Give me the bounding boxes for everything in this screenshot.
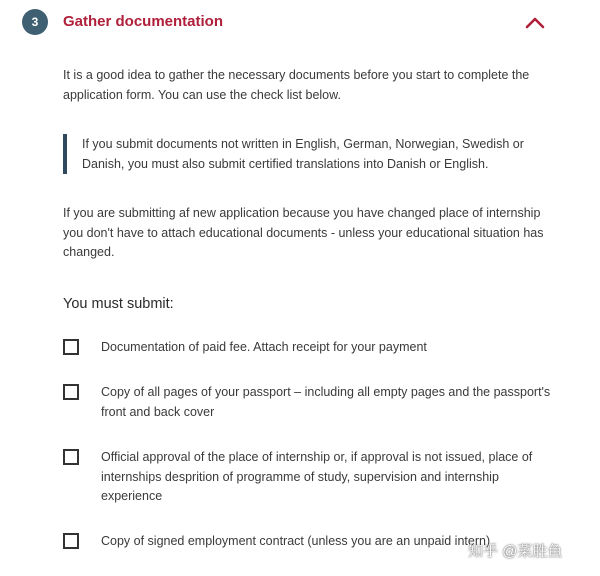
collapse-toggle-button[interactable] (522, 10, 548, 34)
section-title[interactable]: Gather documentation (63, 13, 224, 30)
intro-paragraph: It is a good idea to gather the necessary documents before you start to complete the application form. You can use the check list below. (63, 68, 530, 102)
info-paragraph: If you are submitting af new application because you have changed place of internship you don't have to attach educational documents - unless your educational situation has changed. (63, 206, 544, 259)
translation-note (63, 134, 547, 174)
translation-note-text: If you submit documents not written in English, German, Norwegian, Swedish or Danish, you must also submit certified translations into Danish or English. (82, 137, 524, 171)
checkbox[interactable] (63, 384, 79, 400)
checklist-item-label[interactable]: Copy of signed employment contract (unless you are an unpaid intern) (101, 534, 491, 548)
checklist-item-label[interactable]: Official approval of the place of internship or, if approval is not issued, place of internships desprition of programme of study, supervision and internship experience (101, 450, 533, 503)
chevron-up-icon (522, 10, 548, 34)
watermark: 知乎 @菜胜鱼 (468, 543, 563, 560)
checkbox[interactable] (63, 533, 79, 549)
section-header[interactable] (0, 0, 600, 46)
checklist-heading: You must submit: (63, 296, 174, 312)
checkbox[interactable] (63, 339, 79, 355)
checklist-item-label[interactable]: Copy of all pages of your passport – including all empty pages and the passport's front and back cover (101, 385, 551, 419)
step-number-badge: 3 (22, 9, 48, 35)
checkbox[interactable] (63, 449, 79, 465)
checklist-item-label[interactable]: Documentation of paid fee. Attach receipt for your payment (101, 340, 427, 354)
